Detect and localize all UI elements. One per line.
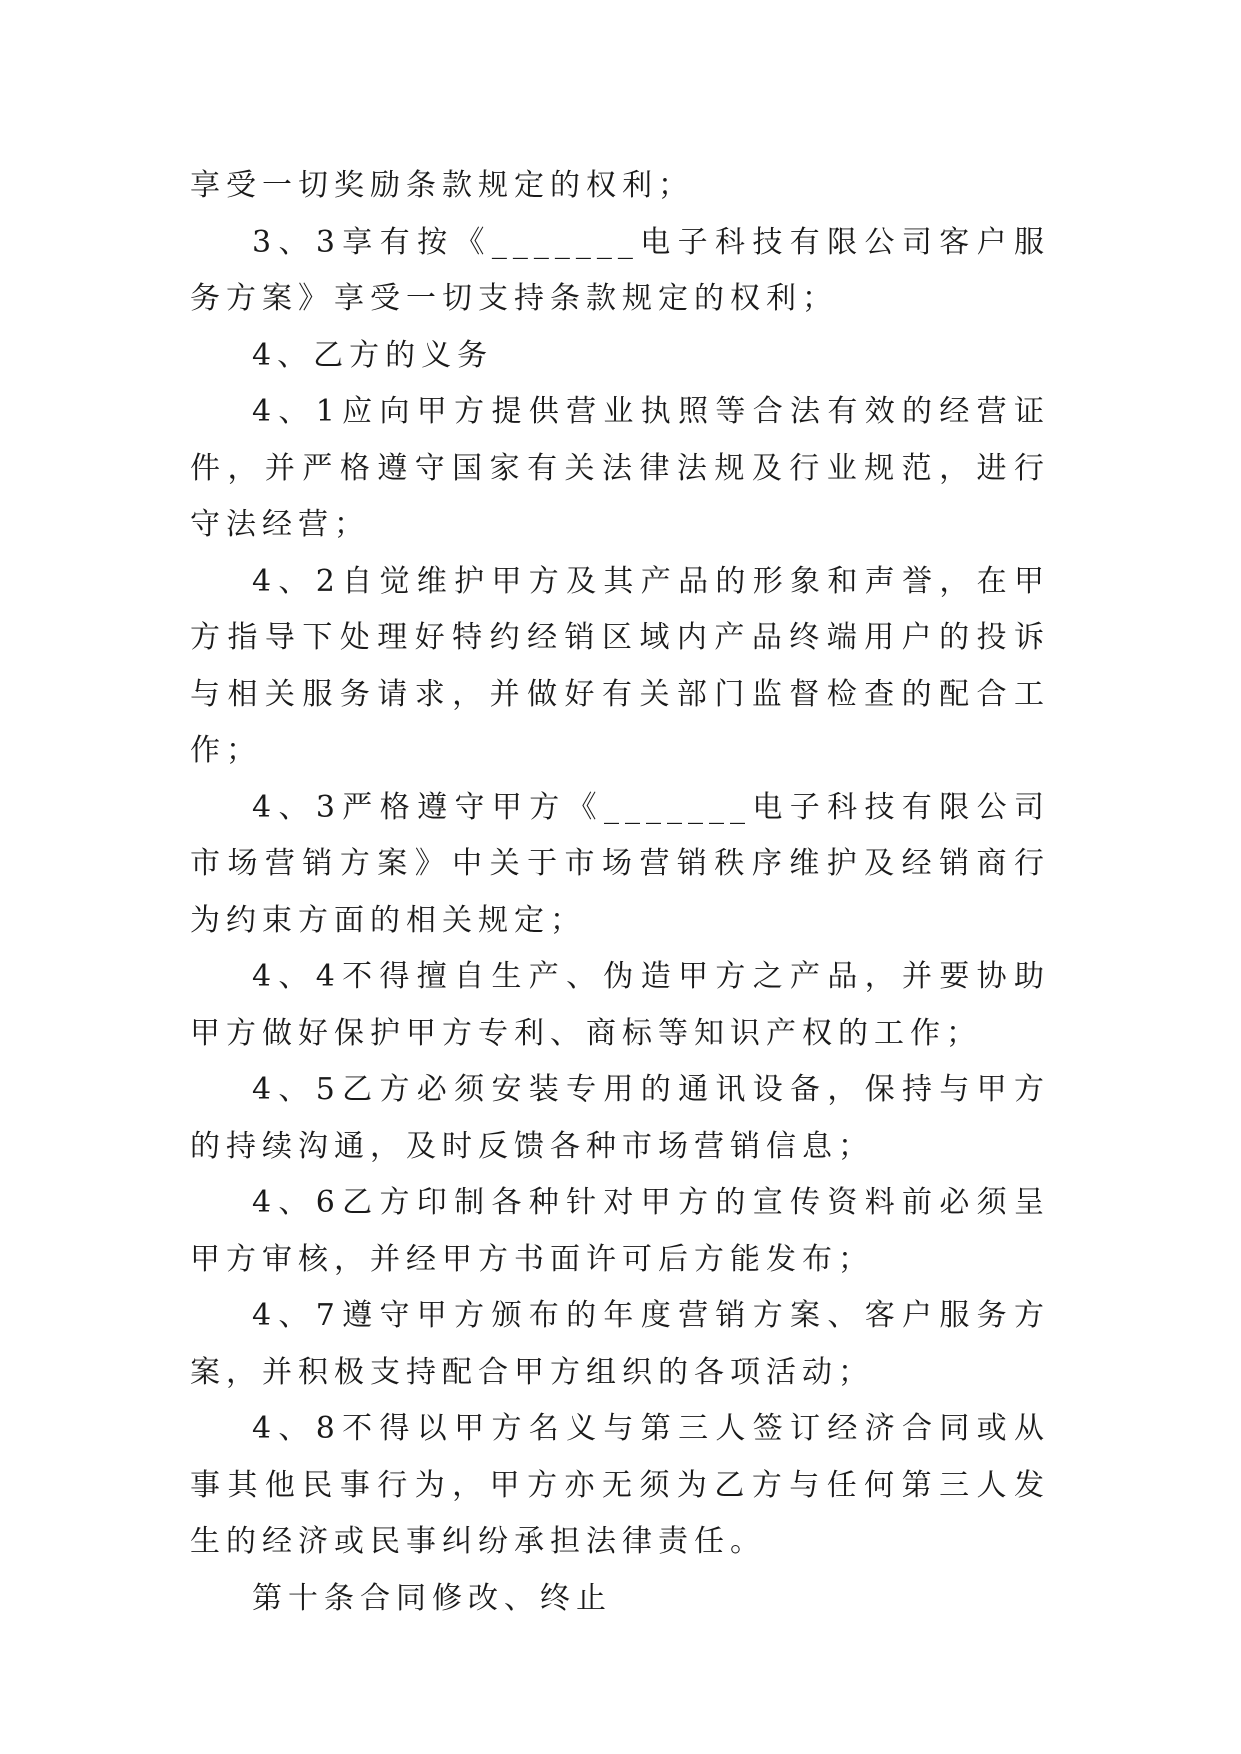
paragraph-rights-continuation: 享受一切奖励条款规定的权利； bbox=[190, 168, 694, 203]
paragraph-4-7: 4、7遵守甲方颁布的年度营销方案、客户服务方案，并积极支持配合甲方组织的各项活动； bbox=[190, 1298, 1050, 1390]
paragraph-4-4: 4、4不得擅自生产、伪造甲方之产品，并要协助甲方做好保护甲方专利、商标等知识产权的工作； bbox=[190, 959, 1050, 1051]
paragraph-4-6: 4、6乙方印制各种针对甲方的宣传资料前必须呈甲方审核，并经甲方书面许可后方能发布； bbox=[190, 1185, 1050, 1277]
article-10-heading: 第十条合同修改、终止 bbox=[252, 1580, 612, 1616]
paragraph-4-8: 4、8不得以甲方名义与第三人签订经济合同或从事其他民事行为，甲方亦无须为乙方与任何第三人发生的经济或民事纠纷承担法律责任。 bbox=[190, 1411, 1050, 1559]
paragraph-4-5: 4、5乙方必须安装专用的通讯设备，保持与甲方的持续沟通，及时反馈各种市场营销信息； bbox=[190, 1072, 1050, 1164]
section-heading-4: 4、乙方的义务 bbox=[252, 337, 494, 373]
document-body bbox=[190, 158, 1050, 1627]
paragraph-4-1: 4、1应向甲方提供营业执照等合法有效的经营证件，并严格遵守国家有关法律法规及行业规范，进行守法经营； bbox=[190, 394, 1050, 542]
paragraph-3-3: 3、3享有按《_______电子科技有限公司客户服务方案》享受一切支持条款规定的权利； bbox=[190, 224, 1050, 316]
paragraph-4-2: 4、2自觉维护甲方及其产品的形象和声誉，在甲方指导下处理好特约经销区域内产品终端用户的投诉与相关服务请求，并做好有关部门监督检查的配合工作； bbox=[190, 563, 1050, 768]
paragraph-4-3: 4、3严格遵守甲方《_______电子科技有限公司市场营销方案》中关于市场营销秩序维护及经销商行为约束方面的相关规定； bbox=[190, 789, 1050, 938]
